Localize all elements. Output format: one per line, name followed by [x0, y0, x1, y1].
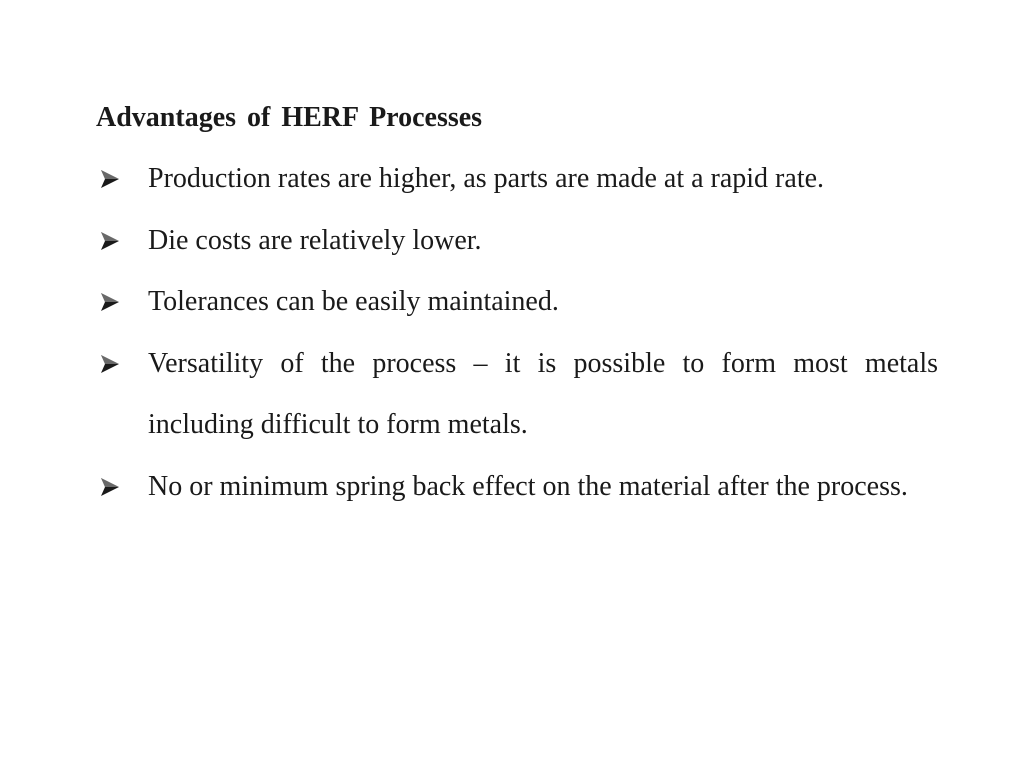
arrowhead-bullet-icon: [100, 292, 120, 312]
arrowhead-bullet-icon: [100, 231, 120, 251]
bullet-item: [96, 271, 938, 333]
bullet-text: Production rates are higher, as parts are made at a rapid rate.: [148, 163, 825, 194]
bullet-text: No or minimum spring back effect on the material after the process.: [148, 470, 908, 502]
bullet-item: [96, 148, 938, 210]
bullet-text: Versatility of the process – it is possible to form most metals including difficult to form metals.: [148, 347, 938, 440]
bullet-item: [96, 333, 938, 456]
arrowhead-bullet-icon: [100, 354, 120, 374]
bullet-text: Tolerances can be easily maintained.: [148, 286, 559, 317]
arrowhead-bullet-icon: [100, 477, 120, 497]
bullet-list: [96, 148, 938, 517]
arrowhead-bullet-icon: [100, 169, 120, 189]
bullet-item: [96, 456, 938, 518]
bullet-item: [96, 210, 938, 272]
slide-title: Advantages of HERF Processes: [96, 102, 483, 133]
bullet-text: Die costs are relatively lower.: [148, 224, 482, 256]
